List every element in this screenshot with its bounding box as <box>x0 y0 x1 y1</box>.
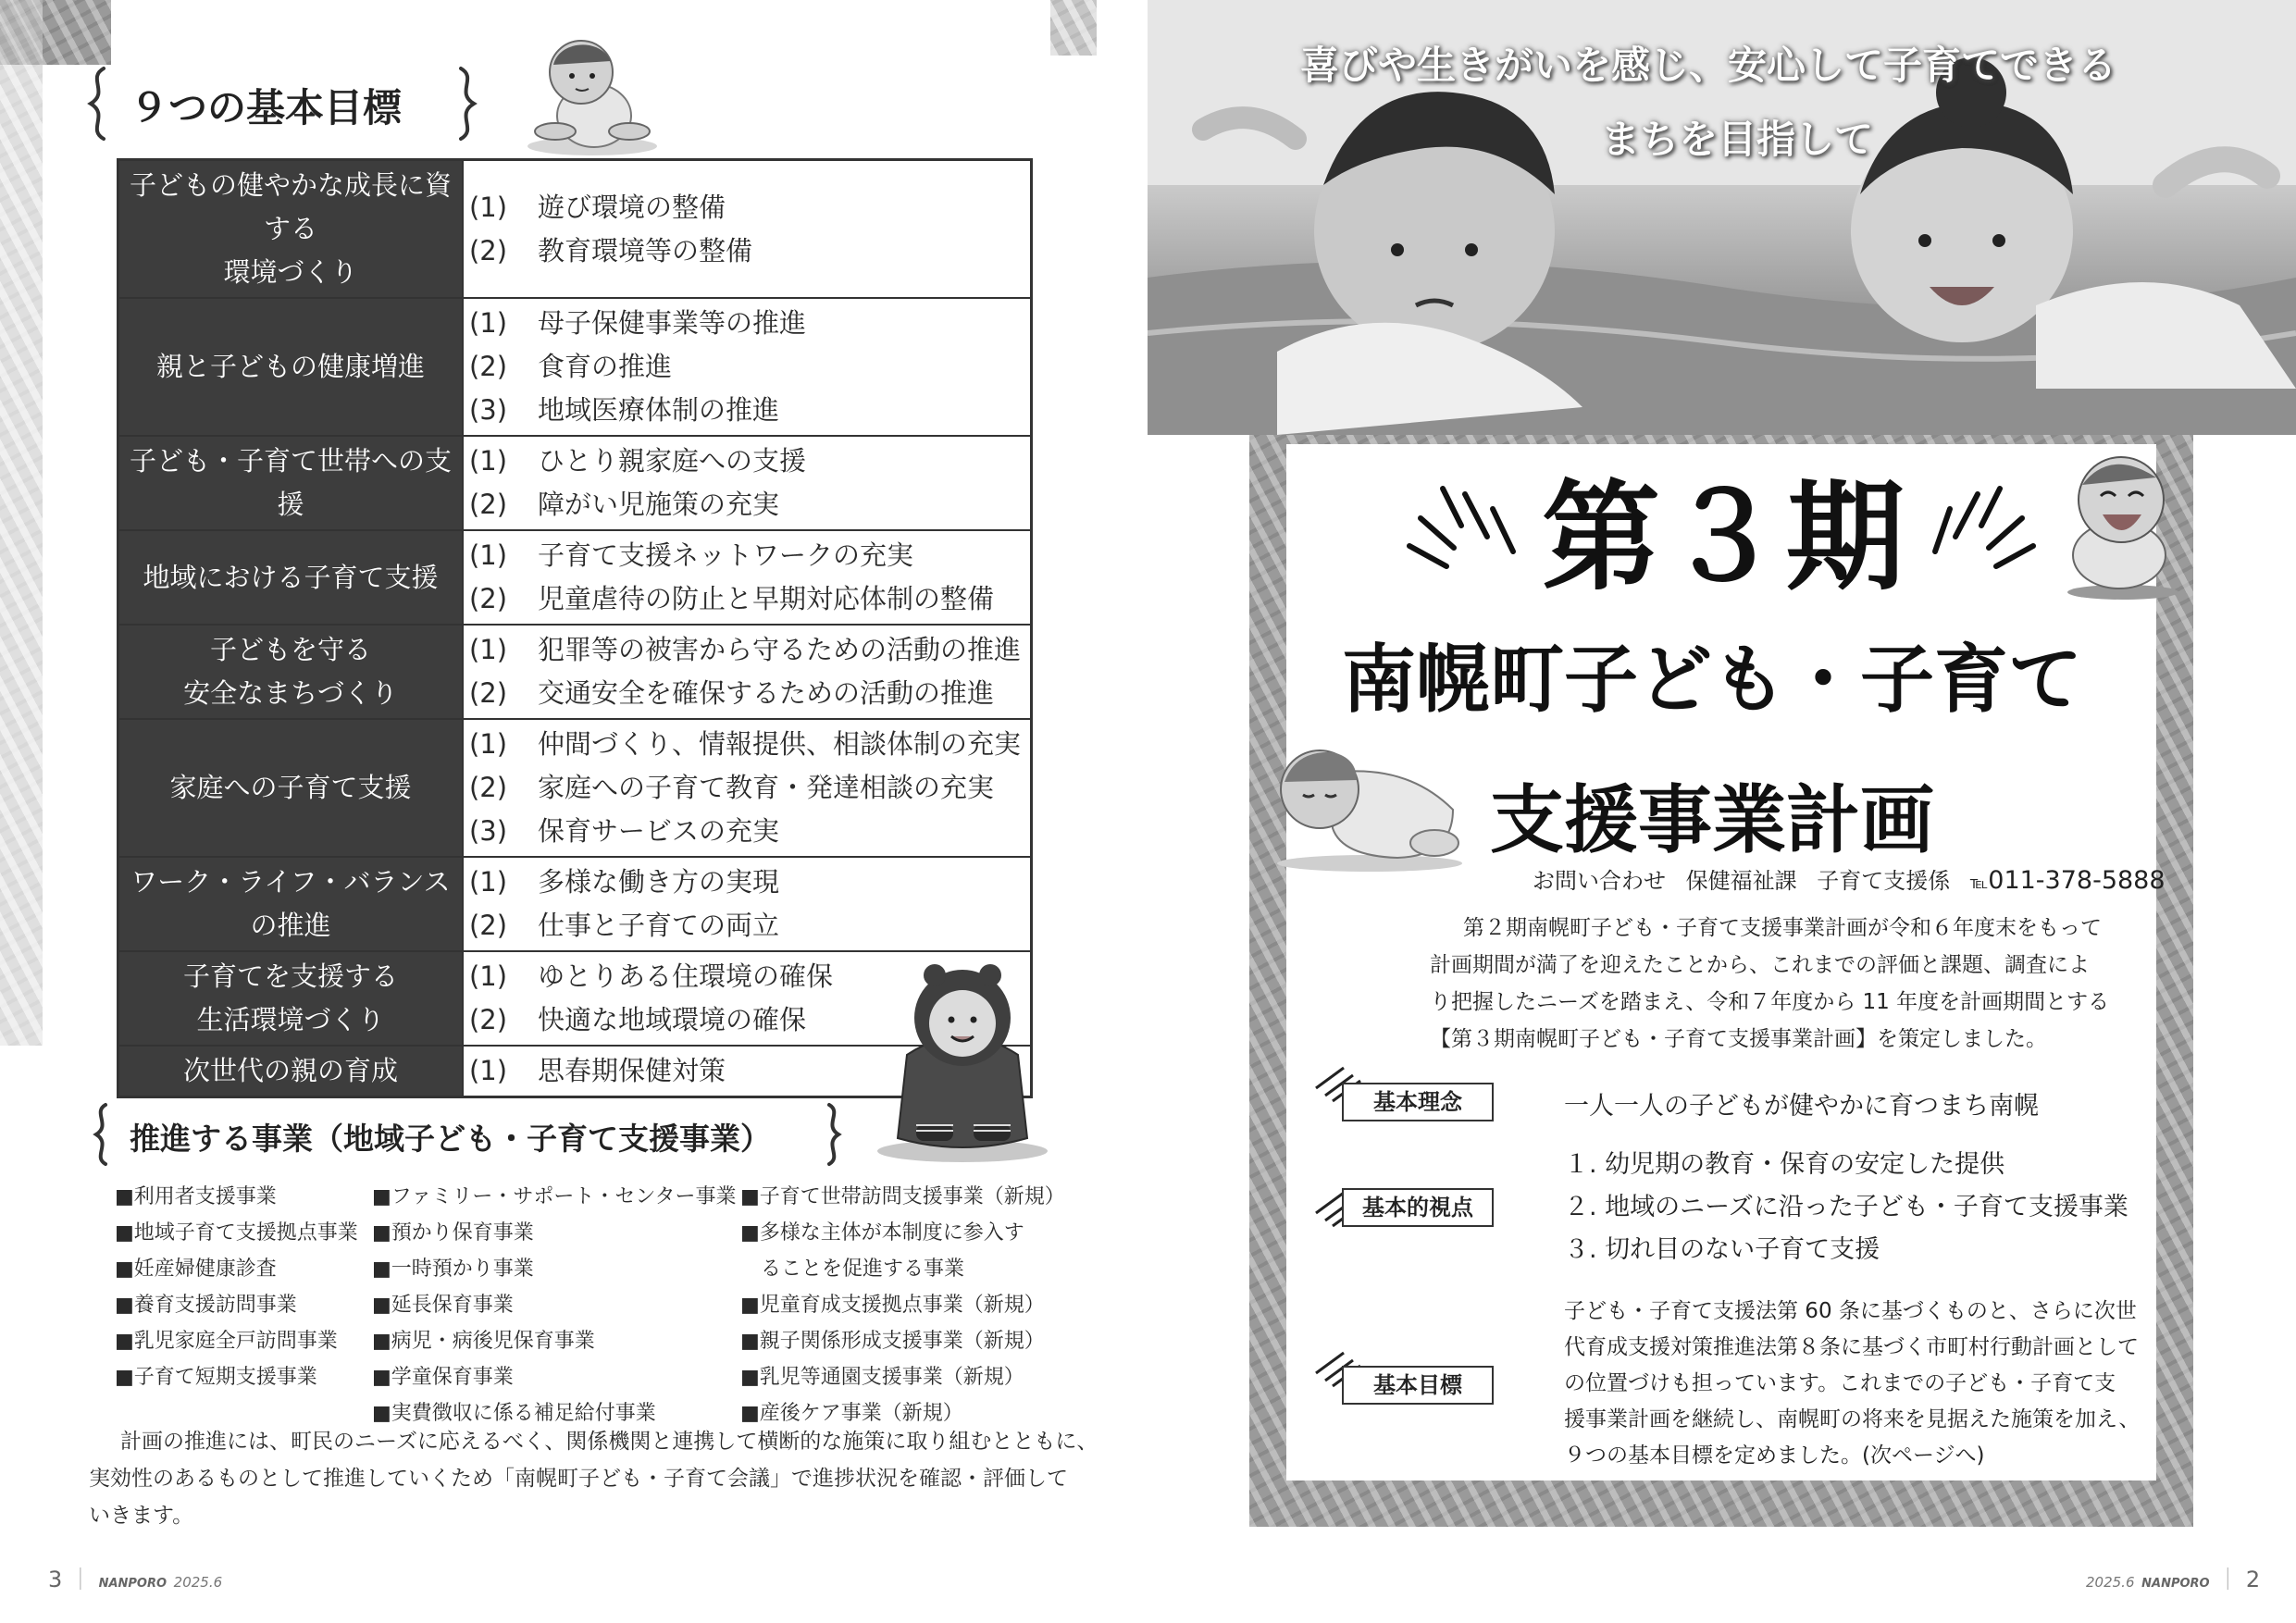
goal-item-number: (3) <box>468 394 508 426</box>
goal-item <box>469 904 1021 948</box>
paragraph-line: 代育成支援対策推進法第８条に基づく市町村行動計画として <box>1564 1335 2139 1359</box>
goal-item <box>469 861 1021 904</box>
magazine-logo: NANPORO <box>2141 1577 2210 1591</box>
goal-category-line: 親と子どもの健康増進 <box>155 351 425 382</box>
plan-title-line-2: 支援事業計画 <box>1490 777 1934 863</box>
phone-label: ℡ <box>1969 873 1989 893</box>
goal-item <box>469 723 1021 766</box>
goal-row <box>118 625 1032 719</box>
goal-item-number: (1) <box>468 191 508 223</box>
goal-item <box>469 534 1021 577</box>
viewpoint-item: １. 幼児期の教育・保育の安定した提供 <box>1564 1150 2005 1179</box>
goal-item-text: 犯罪等の被害から守るための活動の推進 <box>537 634 1021 665</box>
goal-item-number: (1) <box>468 307 508 339</box>
goal-item-number: (1) <box>468 960 508 992</box>
goal-row <box>118 298 1032 436</box>
goal-item-number: (1) <box>468 539 508 571</box>
goal-item-number: (3) <box>468 815 508 847</box>
goal-item-text: 障がい児施策の充実 <box>537 489 779 520</box>
goal-category-line: 環境づくり <box>223 256 358 288</box>
project-item: ■延長保育事業 <box>372 1294 514 1317</box>
goal-items <box>463 298 1032 436</box>
goal-item-number: (1) <box>468 1055 508 1086</box>
basic-viewpoint-tag: 基本的視点 <box>1342 1188 1494 1227</box>
goal-item-number: (2) <box>468 1004 508 1035</box>
goal-item <box>469 186 1021 229</box>
corner-decoration <box>1050 0 1097 56</box>
paragraph-line: 第２期南幌町子ども・子育て支援事業計画が令和６年度末をもって <box>1463 916 2102 940</box>
goal-item-number: (2) <box>468 234 508 266</box>
goal-items <box>463 436 1032 530</box>
goal-category-line: 子ども・子育て世帯への支援 <box>129 445 452 520</box>
goal-category <box>118 160 463 299</box>
goal-category-line: 子どもを守る <box>209 634 371 665</box>
goal-row <box>118 857 1032 951</box>
goal-item-text: 思春期保健対策 <box>537 1055 726 1086</box>
goal-item <box>469 810 1021 853</box>
goal-item <box>469 345 1021 389</box>
project-item: ■多様な主体が本制度に参入す <box>740 1221 1024 1245</box>
goal-item-text: 快適な地域環境の確保 <box>537 1004 806 1035</box>
phone-number: 011-378-5888 <box>1988 866 2166 895</box>
project-item: ■地域子育て支援拠点事業 <box>115 1221 358 1245</box>
paragraph-line: 計画期間が満了を迎えたことから、これまでの評価と課題、調査によ <box>1430 953 2090 977</box>
goal-item-text: 家庭への子育て教育・発達相談の充実 <box>537 772 994 803</box>
project-item: ■妊産婦健康診査 <box>115 1258 277 1281</box>
page-footer-left: 3 ｜ NANPORO 2025.6 <box>48 1567 223 1592</box>
goal-item-number: (2) <box>468 583 508 614</box>
goal-category <box>118 951 463 1046</box>
goal-item-number: (1) <box>468 728 508 760</box>
goal-item-text: 交通安全を確保するための活動の推進 <box>537 677 994 709</box>
project-item: ■乳児等通園支援事業（新規） <box>740 1366 1024 1389</box>
goal-category-line: 子どもの健やかな成長に資する <box>129 169 452 244</box>
project-item: ■子育て短期支援事業 <box>115 1366 317 1389</box>
corner-decoration <box>0 0 43 1046</box>
goal-items <box>463 530 1032 625</box>
goal-item-text: 地域医療体制の推進 <box>537 394 779 426</box>
goal-category <box>118 298 463 436</box>
paragraph-line: の位置づけも担っています。これまでの子ども・子育て支 <box>1564 1371 2116 1395</box>
project-item: ■一時預かり事業 <box>372 1258 534 1281</box>
baby-photo <box>2054 444 2184 601</box>
projects-column-2 <box>372 1179 736 1431</box>
goal-item-number: (2) <box>468 489 508 520</box>
goal-item-text: 教育環境等の整備 <box>537 234 752 266</box>
goal-item <box>469 229 1021 273</box>
basic-philosophy-tag: 基本理念 <box>1342 1083 1494 1121</box>
goal-item <box>469 440 1021 483</box>
project-item: ■ファミリー・サポート・センター事業 <box>372 1185 737 1208</box>
goal-category-line: の推進 <box>250 910 331 941</box>
goal-category-line: 家庭への子育て支援 <box>169 772 412 803</box>
goal-item-text: 仕事と子育ての両立 <box>537 910 779 941</box>
wavy-bracket-icon <box>822 1101 846 1168</box>
goal-category <box>118 436 463 530</box>
magazine-logo: NANPORO <box>98 1577 168 1591</box>
closing-paragraph <box>89 1423 1098 1534</box>
intro-paragraph <box>1430 910 2109 1058</box>
burst-lines-icon <box>1930 481 2041 583</box>
page-number: 3 <box>48 1567 63 1592</box>
goal-category <box>118 530 463 625</box>
project-item: ることを促進する事業 <box>761 1258 965 1281</box>
goal-item <box>469 302 1021 345</box>
goal-items <box>463 857 1032 951</box>
goal-item <box>469 483 1021 527</box>
paragraph-line: 援事業計画を継続し、南幌町の将来を見据えた施策を加え、 <box>1564 1407 2141 1431</box>
goal-item-text: 母子保健事業等の推進 <box>537 307 806 339</box>
basic-viewpoint-list <box>1564 1144 2128 1271</box>
goal-item <box>469 672 1021 715</box>
goal-category <box>118 719 463 857</box>
plan-title-line-1: 南幌町子ども・子育て <box>1342 637 2082 723</box>
burst-lines-icon <box>1402 481 1522 583</box>
issue-date: 2025.6 <box>173 1574 223 1591</box>
goal-category-line: 次世代の親の育成 <box>182 1055 398 1086</box>
goal-item-text: 子育て支援ネットワークの充実 <box>537 539 913 571</box>
goal-item-text: 食育の推進 <box>537 351 672 382</box>
goal-item <box>469 766 1021 810</box>
goal-category <box>118 625 463 719</box>
issue-date: 2025.6 <box>2086 1574 2135 1591</box>
goal-item-text: 遊び環境の整備 <box>537 191 726 223</box>
project-item: ■養育支援訪問事業 <box>115 1294 297 1317</box>
goal-row <box>118 530 1032 625</box>
goal-items <box>463 719 1032 857</box>
paragraph-line: り把握したニーズを踏まえ、令和７年度から 11 年度を計画期間とする <box>1430 990 2110 1014</box>
goal-item-number: (2) <box>468 351 508 382</box>
hero-title-line-2: まちを目指して <box>1601 117 1874 162</box>
hero-title-line-1: 喜びや生きがいを感じ、安心して子育てできる <box>1300 43 2117 88</box>
goal-item-text: 保育サービスの充実 <box>537 815 779 847</box>
contact-line <box>1533 862 2166 895</box>
goal-item-number: (2) <box>468 910 508 941</box>
goal-items <box>463 160 1032 299</box>
wavy-bracket-icon <box>89 1101 113 1168</box>
contact-label: お問い合わせ <box>1533 868 1666 894</box>
projects-title: 推進する事業（地域子ども・子育て支援事業） <box>130 1121 771 1157</box>
basic-goals-text <box>1564 1294 2140 1474</box>
project-item: ■子育て世帯訪問支援事業（新規） <box>740 1185 1065 1208</box>
paragraph-line: 計画の推進には、町民のニーズに応えるべく、関係機関と連携して横断的な施策に取り組むとともに、 <box>120 1430 1098 1454</box>
wavy-bracket-icon <box>452 65 483 142</box>
goal-category-line: 地域における子育て支援 <box>143 561 439 593</box>
goal-category-line: 子育てを支援する <box>182 960 398 992</box>
project-item: ■学童保育事業 <box>372 1366 514 1389</box>
goal-item-number: (2) <box>468 772 508 803</box>
goal-item-number: (1) <box>468 866 508 898</box>
project-item: ■児童育成支援拠点事業（新規） <box>740 1294 1045 1317</box>
basic-goals-tag: 基本目標 <box>1342 1366 1494 1405</box>
goal-items <box>463 625 1032 719</box>
goal-item-text: ゆとりある住環境の確保 <box>537 960 833 992</box>
viewpoint-item: ３. 切れ目のない子育て支援 <box>1564 1235 1880 1264</box>
goal-item <box>469 577 1021 621</box>
project-item: ■病児・病後児保育事業 <box>372 1330 595 1353</box>
contact-department: 保健福祉課 <box>1685 868 1797 894</box>
goal-category-line: 安全なまちづくり <box>183 677 398 709</box>
page-number: 2 <box>2245 1567 2261 1592</box>
page-footer-right: 2025.6 NANPORO ｜ 2 <box>2086 1567 2261 1592</box>
goal-item <box>469 628 1021 672</box>
goal-row <box>118 436 1032 530</box>
basic-philosophy-text: 一人一人の子どもが健やかに育つまち南幌 <box>1564 1092 2039 1121</box>
paragraph-line: 実効性のあるものとして推進していくため「南幌町子ども・子育て会議」で進捗状況を確認・評価して <box>89 1467 1068 1491</box>
goal-category-line: ワーク・ライフ・バランス <box>130 866 451 898</box>
contact-section: 子育て支援係 <box>1817 868 1951 894</box>
viewpoint-item: ２. 地域のニーズに沿った子ども・子育て支援事業 <box>1564 1193 2128 1221</box>
paragraph-line: 子ども・子育て支援法第 60 条に基づくものと、さらに次世 <box>1564 1299 2137 1323</box>
goal-category <box>118 1046 463 1097</box>
projects-column-1 <box>115 1179 358 1395</box>
wavy-bracket-icon <box>81 65 113 142</box>
project-item: ■親子関係形成支援事業（新規） <box>740 1330 1045 1353</box>
goal-item-number: (1) <box>468 634 508 665</box>
goal-row <box>118 160 1032 299</box>
paragraph-line: 【第３期南幌町子ども・子育て支援事業計画】を策定しました。 <box>1430 1027 2047 1051</box>
projects-column-3 <box>740 1179 1065 1431</box>
goal-item-number: (2) <box>468 677 508 709</box>
project-item: ■利用者支援事業 <box>115 1185 277 1208</box>
goal-category <box>118 857 463 951</box>
goal-category-line: 生活環境づくり <box>196 1004 385 1035</box>
goal-item-text: 児童虐待の防止と早期対応体制の整備 <box>537 583 994 614</box>
goal-item-number: (1) <box>468 445 508 477</box>
paragraph-line: ９つの基本目標を定めました。(次ページへ) <box>1564 1443 1985 1468</box>
goal-item-text: 多様な働き方の実現 <box>537 866 779 898</box>
baby-photo <box>870 953 1055 1166</box>
paragraph-line: いきます。 <box>89 1504 194 1528</box>
goal-item-text: ひとり親家庭への支援 <box>537 445 806 477</box>
plan-term: 第３期 <box>1542 469 1909 607</box>
project-item: ■実費徴収に係る補足給付事業 <box>372 1402 656 1425</box>
goals-title: ９つの基本目標 <box>130 85 403 130</box>
project-item: ■預かり保育事業 <box>372 1221 534 1245</box>
goal-row <box>118 719 1032 857</box>
baby-photo <box>518 28 657 157</box>
project-item: ■乳児家庭全戸訪問事業 <box>115 1330 338 1353</box>
project-item: ■産後ケア事業（新規） <box>740 1402 963 1425</box>
baby-photo <box>1268 736 1471 874</box>
goal-item <box>469 389 1021 432</box>
hero-photo <box>1148 0 2296 435</box>
goal-item-text: 仲間づくり、情報提供、相談体制の充実 <box>537 728 1021 760</box>
